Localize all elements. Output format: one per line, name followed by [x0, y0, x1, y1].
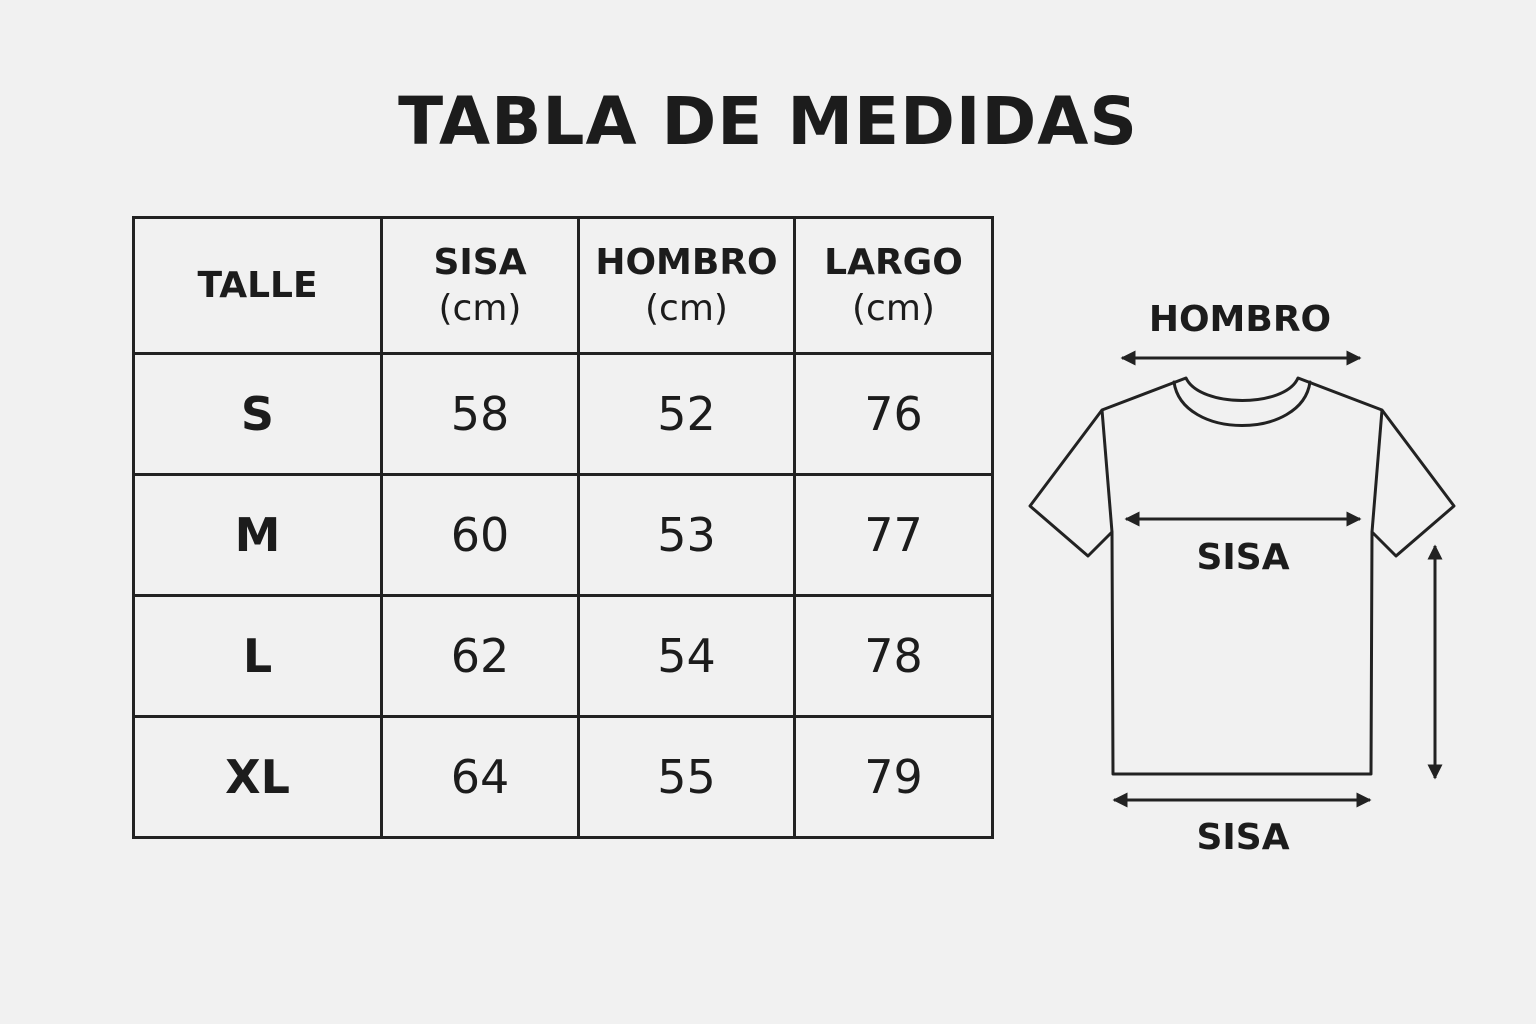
size-cell: M — [134, 475, 382, 596]
sisa-cell: 62 — [382, 596, 579, 717]
table-row-s — [134, 354, 993, 475]
header-sisa-unit: (cm) — [438, 287, 522, 329]
hombro-cell: 52 — [579, 354, 795, 475]
header-largo — [795, 218, 993, 354]
sleeve-seam-right — [1372, 410, 1382, 532]
table-row-xl — [134, 717, 993, 838]
tshirt-diagram — [1000, 280, 1500, 900]
header-largo-unit: (cm) — [852, 287, 935, 329]
sisa-cell: 60 — [382, 475, 579, 596]
largo-cell: 79 — [795, 717, 993, 838]
shoulder-label: HOMBRO — [1148, 299, 1332, 340]
chest-label: SISA — [1196, 537, 1290, 578]
header-hombro — [579, 218, 795, 354]
sisa-cell: 64 — [382, 717, 579, 838]
header-largo-name: LARGO — [824, 241, 963, 283]
header-hombro-unit: (cm) — [645, 287, 728, 329]
largo-cell: 77 — [795, 475, 993, 596]
size-cell: S — [134, 354, 382, 475]
tshirt-illustration — [1000, 280, 1500, 900]
header-talle-name: TALLE — [197, 264, 318, 306]
header-row — [134, 218, 993, 354]
size-cell: XL — [134, 717, 382, 838]
largo-cell: 78 — [795, 596, 993, 717]
sleeve-seam-left — [1102, 410, 1112, 532]
sisa-cell: 58 — [382, 354, 579, 475]
hombro-cell: 55 — [579, 717, 795, 838]
size-table — [132, 216, 994, 839]
header-hombro-name: HOMBRO — [595, 241, 778, 283]
bottom-label: SISA — [1196, 817, 1290, 858]
hombro-cell: 53 — [579, 475, 795, 596]
header-talle — [134, 218, 382, 354]
table-row-m — [134, 475, 993, 596]
header-sisa — [382, 218, 579, 354]
header-sisa-name: SISA — [433, 241, 527, 283]
hombro-cell: 54 — [579, 596, 795, 717]
table-row-l — [134, 596, 993, 717]
size-cell: L — [134, 596, 382, 717]
largo-cell: 76 — [795, 354, 993, 475]
page-title: TABLA DE MEDIDAS — [398, 83, 1138, 160]
